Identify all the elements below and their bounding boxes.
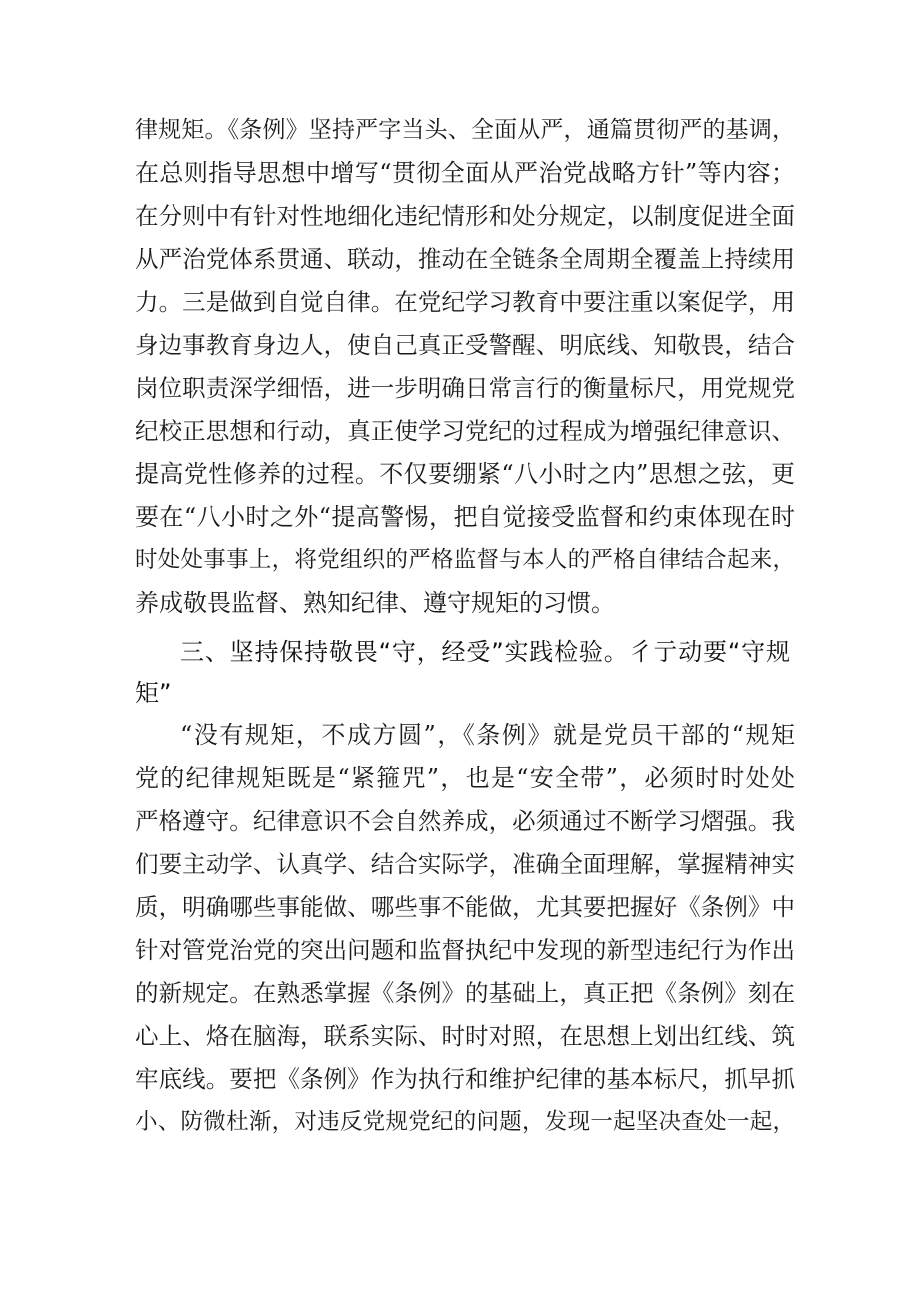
text-line: 要在“八小时之外“提高警惕，把自觉接受监督和约束体现在时	[135, 503, 795, 531]
text-line: 心上、烙在脑海，联系实际、时时对照，在思想上划出红线、筑	[135, 1022, 795, 1050]
text-line: 严格遵守。纪律意识不会自然养成，必须通过不断学习熠强。我	[135, 807, 795, 835]
text-line: 质，明确哪些事能做、哪些事不能做，尤其要把握好《条例》中	[135, 893, 795, 921]
text-line: 在分则中有针对性地细化违纪情形和处分规定，以制度促进全面	[135, 202, 795, 230]
text-line: 党的纪律规矩既是“紧箍咒”，也是“安全带”，必须时时处处	[135, 764, 795, 792]
text-line: 在总则指导思想中增写“贯彻全面从严治党战略方针”等内容；	[135, 159, 795, 187]
text-line: 提高党性修养的过程。不仅要绷紧“八小时之内”思想之弦，更	[135, 460, 795, 488]
text-line: 纪校正思想和行动，真正使学习党纪的过程成为增强纪律意识、	[135, 417, 795, 445]
text-line: 养成敬畏监督、熟知纪律、遵守规矩的习惯。	[135, 589, 615, 617]
text-line: 力。三是做到自觉自律。在党纪学习教育中要注重以案促学，用	[135, 288, 795, 316]
text-line: 的新规定。在熟悉掌握《条例》的基础上，真正把《条例》刻在	[135, 979, 795, 1007]
text-line: 律规矩。《条例》坚持严字当头、全面从严，通篇贯彻严的基调，	[135, 117, 795, 143]
text-line: 时处处事事上，将党组织的严格监督与本人的严格自律结合起来，	[135, 547, 795, 573]
text-line: 岗位职责深学细悟，进一步明确日常言行的衡量标尺，用党规党	[135, 374, 795, 402]
text-line: 小、防微杜渐，对违反党规党纪的问题，发现一起坚决查处一起，	[135, 1109, 795, 1135]
text-line: 从严治党体系贯通、联动，推动在全链条全周期全覆盖上持续用	[135, 245, 795, 273]
text-line: 们要主动学、认真学、结合实际学，准确全面理解，掌握精神实	[135, 850, 795, 878]
heading-line: 三、坚持保持敬畏“守，经受”实践检验。彳亍动要“守规	[180, 638, 790, 666]
text-line: 牢底线。要把《条例》作为执行和维护纪律的基本标尺，抓早抓	[135, 1065, 795, 1093]
text-line: 针对管党治党的突出问题和监督执纪中发现的新型违纪行为作出	[135, 936, 795, 964]
text-line: “没有规矩，不成方圆”，《条例》就是党员干部的“规矩	[180, 721, 795, 749]
heading-line: 矩”	[135, 679, 172, 707]
text-line: 身边事教育身边人，使自己真正受警醒、明底线、知敬畏，结合	[135, 331, 795, 359]
